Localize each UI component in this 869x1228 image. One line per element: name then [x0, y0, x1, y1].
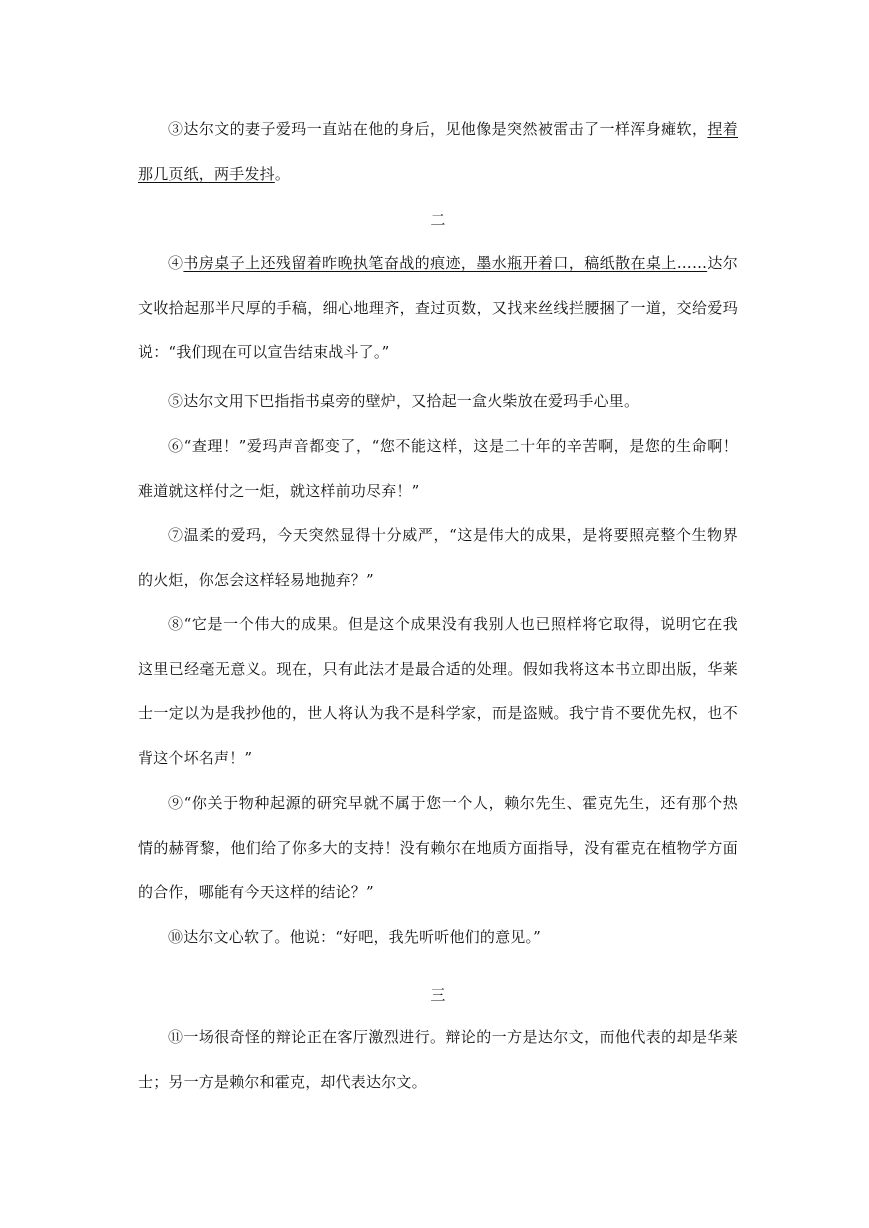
paragraph-6: ⑥“查理！”爱玛声音都变了，“您不能这样，这是二十年的辛苦啊，是您的生命啊！难道就这样付之一炬，就这样前功尽弃！” [138, 437, 738, 500]
paragraph-4 [138, 241, 738, 375]
paragraph-11: ⑪一场很奇怪的辩论正在客厅激烈进行。辩论的一方是达尔文，而他代表的却是华莱士；另一方是赖尔和霍克，却代表达尔文。 [138, 1028, 738, 1091]
paragraph-3-underlined-text: 捏着那几页纸，两手发抖 [138, 120, 738, 183]
paragraph-4-underlined-text: 书房桌子上还残留着昨晚执笔奋战的痕迹，墨水瓶开着口，稿纸散在桌上…… [183, 254, 708, 272]
paragraph-4-text: 达尔文收拾起那半尺厚的手稿，细心地理齐，查过页数，又找来丝线拦腰捆了一道，交给爱玛说：“我们现在可以宣告结束战斗了。” [138, 254, 738, 361]
section-heading-3: 三 [430, 986, 446, 1004]
section-heading-2: 二 [430, 211, 446, 229]
paragraph-7: ⑦温柔的爱玛，今天突然显得十分威严，“这是伟大的成果，是将要照亮整个生物界的火炬，你怎会这样轻易地抛弃？” [138, 526, 738, 589]
paragraph-3 [138, 107, 738, 196]
paragraph-10: ⑩达尔文心软了。他说：“好吧，我先听听他们的意见。” [168, 928, 542, 946]
paragraph-8: ⑧“它是一个伟大的成果。但是这个成果没有我别人也已照样将它取得，说明它在我这里已经毫无意义。现在，只有此法才是最合适的处理。假如我将这本书立即出版，华莱士一定以为是我抄他的，世人将认为我不是科学家，而是盗贼。我宁肯不要优先权，也不背这个坏名声！” [138, 615, 738, 767]
paragraph-3-text: ③达尔文的妻子爱玛一直站在他的身后，见他像是突然被雷击了一样浑身瘫软， [168, 120, 708, 138]
paragraph-3-text-end: 。 [274, 164, 291, 183]
paragraph-9: ⑨“你关于物种起源的研究早就不属于您一个人，赖尔先生、霍克先生，还有那个热情的赫胥黎，他们给了你多大的支持！没有赖尔在地质方面指导，没有霍克在植物学方面的合作，哪能有今天这样的结论？” [138, 794, 738, 901]
paragraph-4-number: ④ [168, 254, 184, 272]
paragraph-5: ⑤达尔文用下巴指指书桌旁的壁炉，又拾起一盒火柴放在爱玛手心里。 [168, 392, 640, 410]
